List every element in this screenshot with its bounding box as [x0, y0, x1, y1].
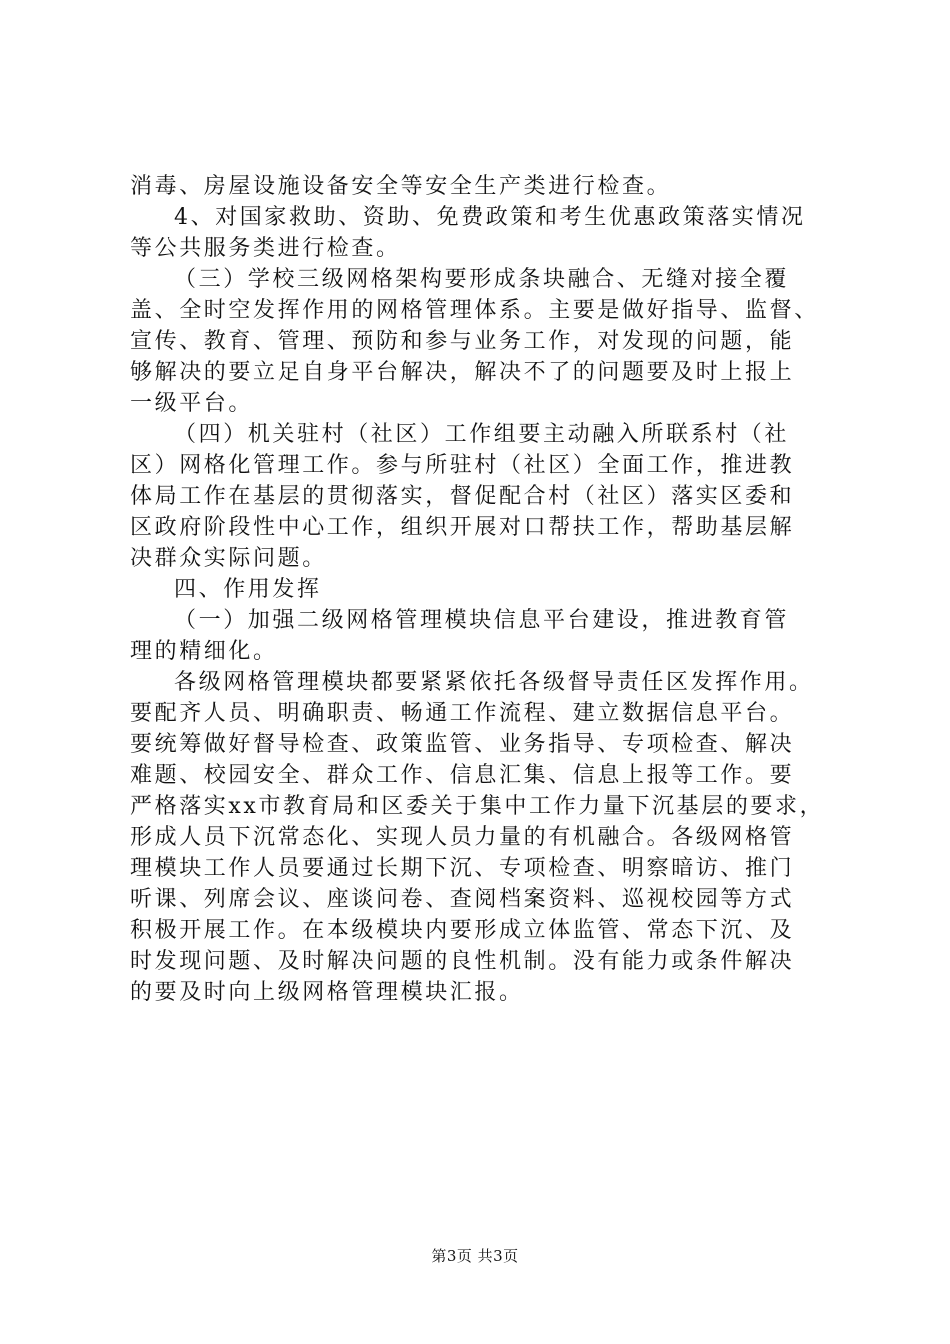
- body-text-line: 理的精细化。: [130, 639, 278, 664]
- body-text-line: 宣传、教育、管理、预防和参与业务工作，对发现的问题，能: [130, 329, 795, 354]
- body-text-line: 要统筹做好督导检查、政策监管、业务指导、专项检查、解决: [130, 732, 795, 757]
- body-text-line: 时发现问题、及时解决问题的良性机制。没有能力或条件解决: [130, 949, 795, 974]
- body-text-line: 等公共服务类进行检查。: [130, 236, 401, 261]
- body-text-line: 区政府阶段性中心工作，组织开展对口帮扶工作，帮助基层解: [130, 515, 795, 540]
- section-heading: 四、作用发挥: [174, 577, 322, 602]
- body-text-line: 消毒、房屋设施设备安全等安全生产类进行检查。: [130, 174, 672, 199]
- body-text-line: （一）加强二级网格管理模块信息平台建设，推进教育管: [174, 608, 790, 633]
- body-text-line: 4、对国家救助、资助、免费政策和考生优惠政策落实情况: [174, 205, 806, 230]
- body-text-line: 难题、校园安全、群众工作、信息汇集、信息上报等工作。要: [130, 763, 795, 788]
- body-text-line: 盖、全时空发挥作用的网格管理体系。主要是做好指导、监督、: [130, 298, 819, 323]
- body-text-line: （四）机关驻村（社区）工作组要主动融入所联系村（社: [174, 422, 790, 447]
- body-text-line: 够解决的要立足自身平台解决，解决不了的问题要及时上报上: [130, 360, 795, 385]
- body-text-line: 决群众实际问题。: [130, 546, 327, 571]
- body-text-line: （三）学校三级网格架构要形成条块融合、无缝对接全覆: [174, 267, 790, 292]
- body-text-line: 严格落实xx市教育局和区委关于集中工作力量下沉基层的要求，: [130, 794, 825, 819]
- body-text-line: 理模块工作人员要通过长期下沉、专项检查、明察暗访、推门: [130, 856, 795, 881]
- body-text-line: 的要及时向上级网格管理模块汇报。: [130, 980, 524, 1005]
- body-text-line: 区）网格化管理工作。参与所驻村（社区）全面工作，推进教: [130, 453, 795, 478]
- body-text-line: 形成人员下沉常态化、实现人员力量的有机融合。各级网格管: [130, 825, 795, 850]
- body-text-line: 听课、列席会议、座谈问卷、查阅档案资料、巡视校园等方式: [130, 887, 795, 912]
- body-text-line: 各级网格管理模块都要紧紧依托各级督导责任区发挥作用。: [174, 670, 814, 695]
- body-text-line: 一级平台。: [130, 391, 254, 416]
- body-text-line: 积极开展工作。在本级模块内要形成立体监管、常态下沉、及: [130, 918, 795, 943]
- body-text-line: 要配齐人员、明确职责、畅通工作流程、建立数据信息平台。: [130, 701, 795, 726]
- body-text-line: 体局工作在基层的贯彻落实，督促配合村（社区）落实区委和: [130, 484, 795, 509]
- page-number-footer: 第3页 共3页: [431, 1247, 519, 1265]
